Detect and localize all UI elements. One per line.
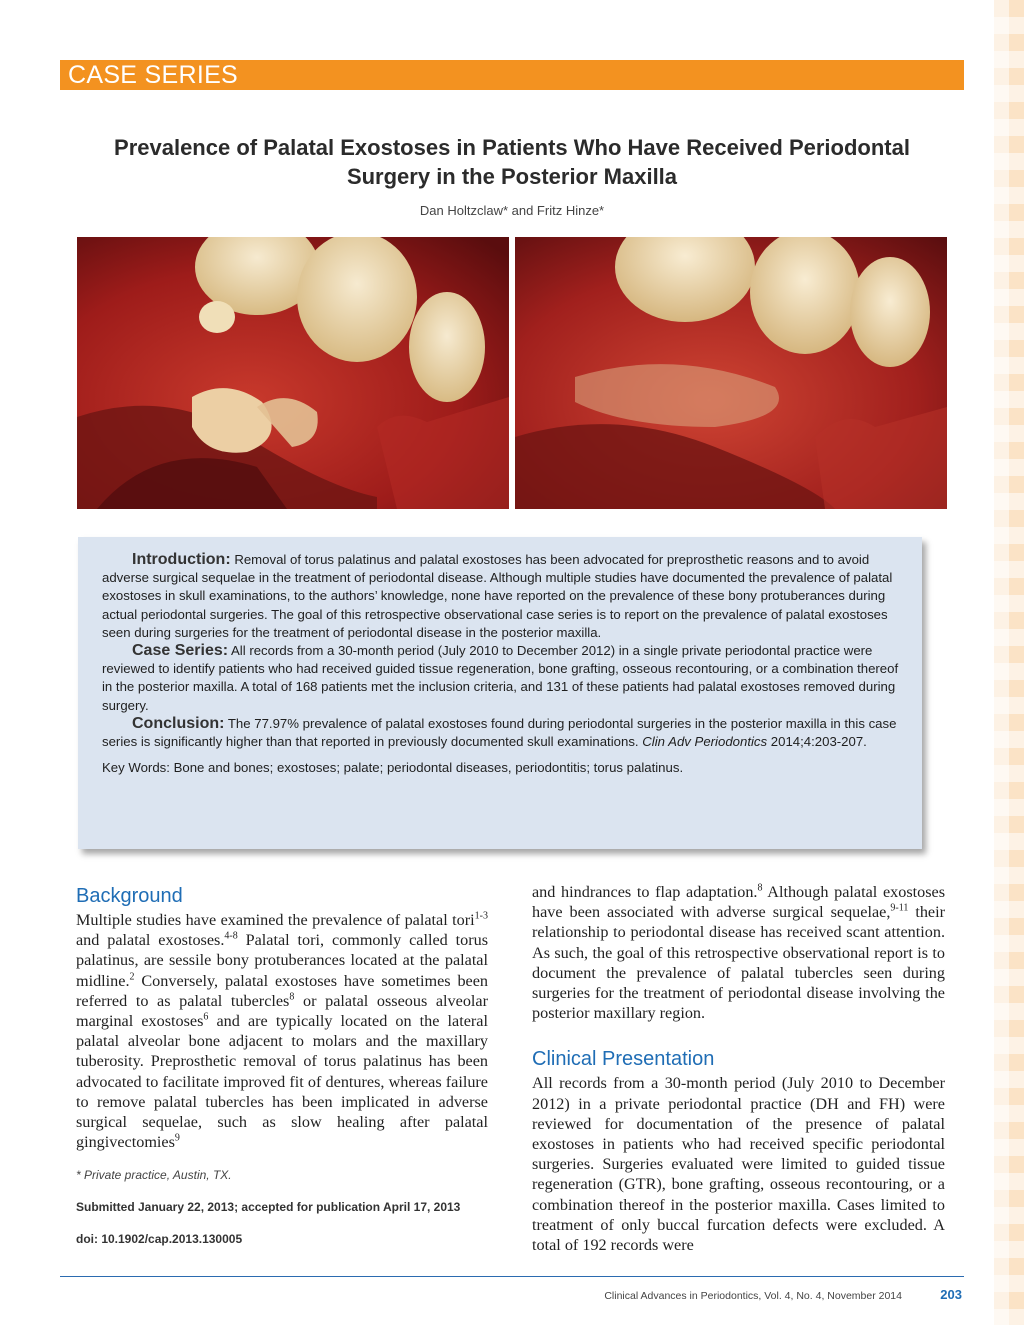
title-line-1: Prevalence of Palatal Exostoses in Patients Who Have Received Periodontal	[114, 135, 910, 160]
background-text-8: Although palatal exostoses have been associated with adverse surgical sequelae,	[532, 883, 946, 922]
abstract-conclusion	[102, 715, 902, 751]
ref-superscript: 8	[757, 882, 763, 894]
citation-details: 2014;4:203-207.	[770, 734, 867, 750]
background-continued	[532, 882, 945, 1023]
left-column	[76, 882, 488, 1246]
abstract-case-series-text: All records from a 30-month period (July 2010 to December 2012) in a single private periodontal practice were reviewed to identify patients who had received guided tissue regeneration, bone grafting, osseous recontouring, or a combination thereof in the posterior maxilla. A total of 168 patients met the inclusion criteria, and 131 of these patients had palatal exostoses removed during surgery.	[102, 643, 899, 713]
right-column	[532, 882, 945, 1255]
ref-superscript: 9	[174, 1132, 180, 1144]
keywords-text: : Bone and bones; exostoses; palate; periodontal diseases, periodontitis; torus palatinus.	[166, 760, 684, 776]
ref-superscript: 6	[203, 1011, 209, 1023]
background-text-7: and hindrances to flap adaptation.	[532, 883, 758, 901]
clinical-presentation-paragraph: All records from a 30-month period (July 2010 to December 2012) in a private periodontal practice (DH and FH) were reviewed for documentation of the presence of palatal exostoses in patients who had received specific periodontal surgeries. Surgeries evaluated were limited to guided tissue regeneration (GTR), bone grafting, osseous recontouring, or a combination thereof in the posterior maxilla. Cases limited to treatment of only buccal furcation defects were excluded. A total of 192 records were	[532, 1074, 945, 1255]
background-text-6: and are typically located on the lateral palatal alveolar bone adjacent to molars and the maxillary tuberosity. Preprosthetic removal of torus palatinus has been advocated to facilitate improved fit of dentures, whereas failure to remove palatal tubercles has been implicated in adverse surgical sequelae, such as slow healing after palatal gingivectomies	[76, 1012, 488, 1152]
background-text-4: Conversely, palatal exostoses have sometimes been referred to as palatal tubercles	[76, 971, 488, 1010]
ref-superscript: 2	[129, 971, 135, 983]
title-line-2: Surgery in the Posterior Maxilla	[346, 164, 678, 189]
background-text-2: and palatal exostoses.	[76, 931, 225, 950]
abstract-introduction-label: Introduction:	[132, 551, 231, 568]
background-paragraph	[76, 910, 488, 1152]
ref-superscript: 1-3	[474, 910, 488, 922]
ref-superscript: 9-11	[890, 902, 909, 914]
abstract-conclusion-text: The 77.97% prevalence of palatal exostoses found during periodontal surgeries in the posterior maxilla in this case series is significantly higher than that reported in previously documented skull examinations.	[102, 715, 897, 750]
ref-superscript: 8	[289, 991, 295, 1003]
clinical-photo-before	[77, 237, 509, 509]
abstract-introduction	[102, 551, 902, 642]
background-text-9: their relationship to periodontal disease has received scant attention. As such, the goal of this retrospective observational report is to document the prevalence of palatal tubercles seen during surgeries for the treatment of periodontal disease involving the posterior maxillary region.	[532, 903, 945, 1023]
clinical-photo-after	[515, 237, 947, 509]
background-heading: Background	[76, 885, 183, 907]
footer-rule	[60, 1276, 964, 1277]
page-number: 203	[940, 1287, 962, 1302]
affiliation-footnote: * Private practice, Austin, TX.	[76, 1168, 232, 1183]
background-text-3: Palatal tori, commonly called torus palatinus, are sessile bony protuberances located at the palatal midline.	[76, 931, 488, 990]
keywords	[102, 759, 902, 777]
doi: doi: 10.1902/cap.2013.130005	[76, 1232, 243, 1247]
ref-superscript: 4-8	[224, 930, 238, 942]
background-text-1: Multiple studies have examined the prevalence of palatal tori	[76, 911, 475, 929]
background-text-5: or palatal osseous alveolar marginal exostoses	[76, 991, 488, 1031]
article-title	[60, 133, 964, 191]
clinical-presentation-heading: Clinical Presentation	[532, 1048, 715, 1071]
authors: Dan Holtzclaw* and Fritz Hinze*	[419, 203, 605, 218]
submission-dates: Submitted January 22, 2013; accepted for publication April 17, 2013	[76, 1200, 461, 1215]
abstract-introduction-text: Removal of torus palatinus and palatal exostoses has been advocated for preprosthetic reasons and to avoid adverse surgical sequelae in the treatment of periodontal disease. Although multiple studies have documented the prevalence of palatal exostoses in skull examinations, to the authors’ knowledge, none have reported on the prevalence of these bony protuberances during actual periodontal surgeries. The goal of this retrospective observational case series is to report on the prevalence of palatal exostoses seen during surgeries for the treatment of periodontal disease in the posterior maxilla.	[102, 552, 893, 640]
decorative-edge-strip	[994, 0, 1024, 1325]
abstract-box	[78, 537, 922, 849]
abstract-case-series	[102, 642, 902, 715]
keywords-label: Key Words	[102, 760, 167, 776]
citation-journal: Clin Adv Periodontics	[642, 734, 768, 750]
journal-footer: Clinical Advances in Periodontics, Vol. 4, No. 4, November 2014	[604, 1290, 902, 1302]
section-banner: CASE SERIES	[60, 60, 964, 90]
abstract-conclusion-label: Conclusion:	[132, 714, 225, 732]
abstract-case-series-label: Case Series:	[132, 642, 229, 660]
